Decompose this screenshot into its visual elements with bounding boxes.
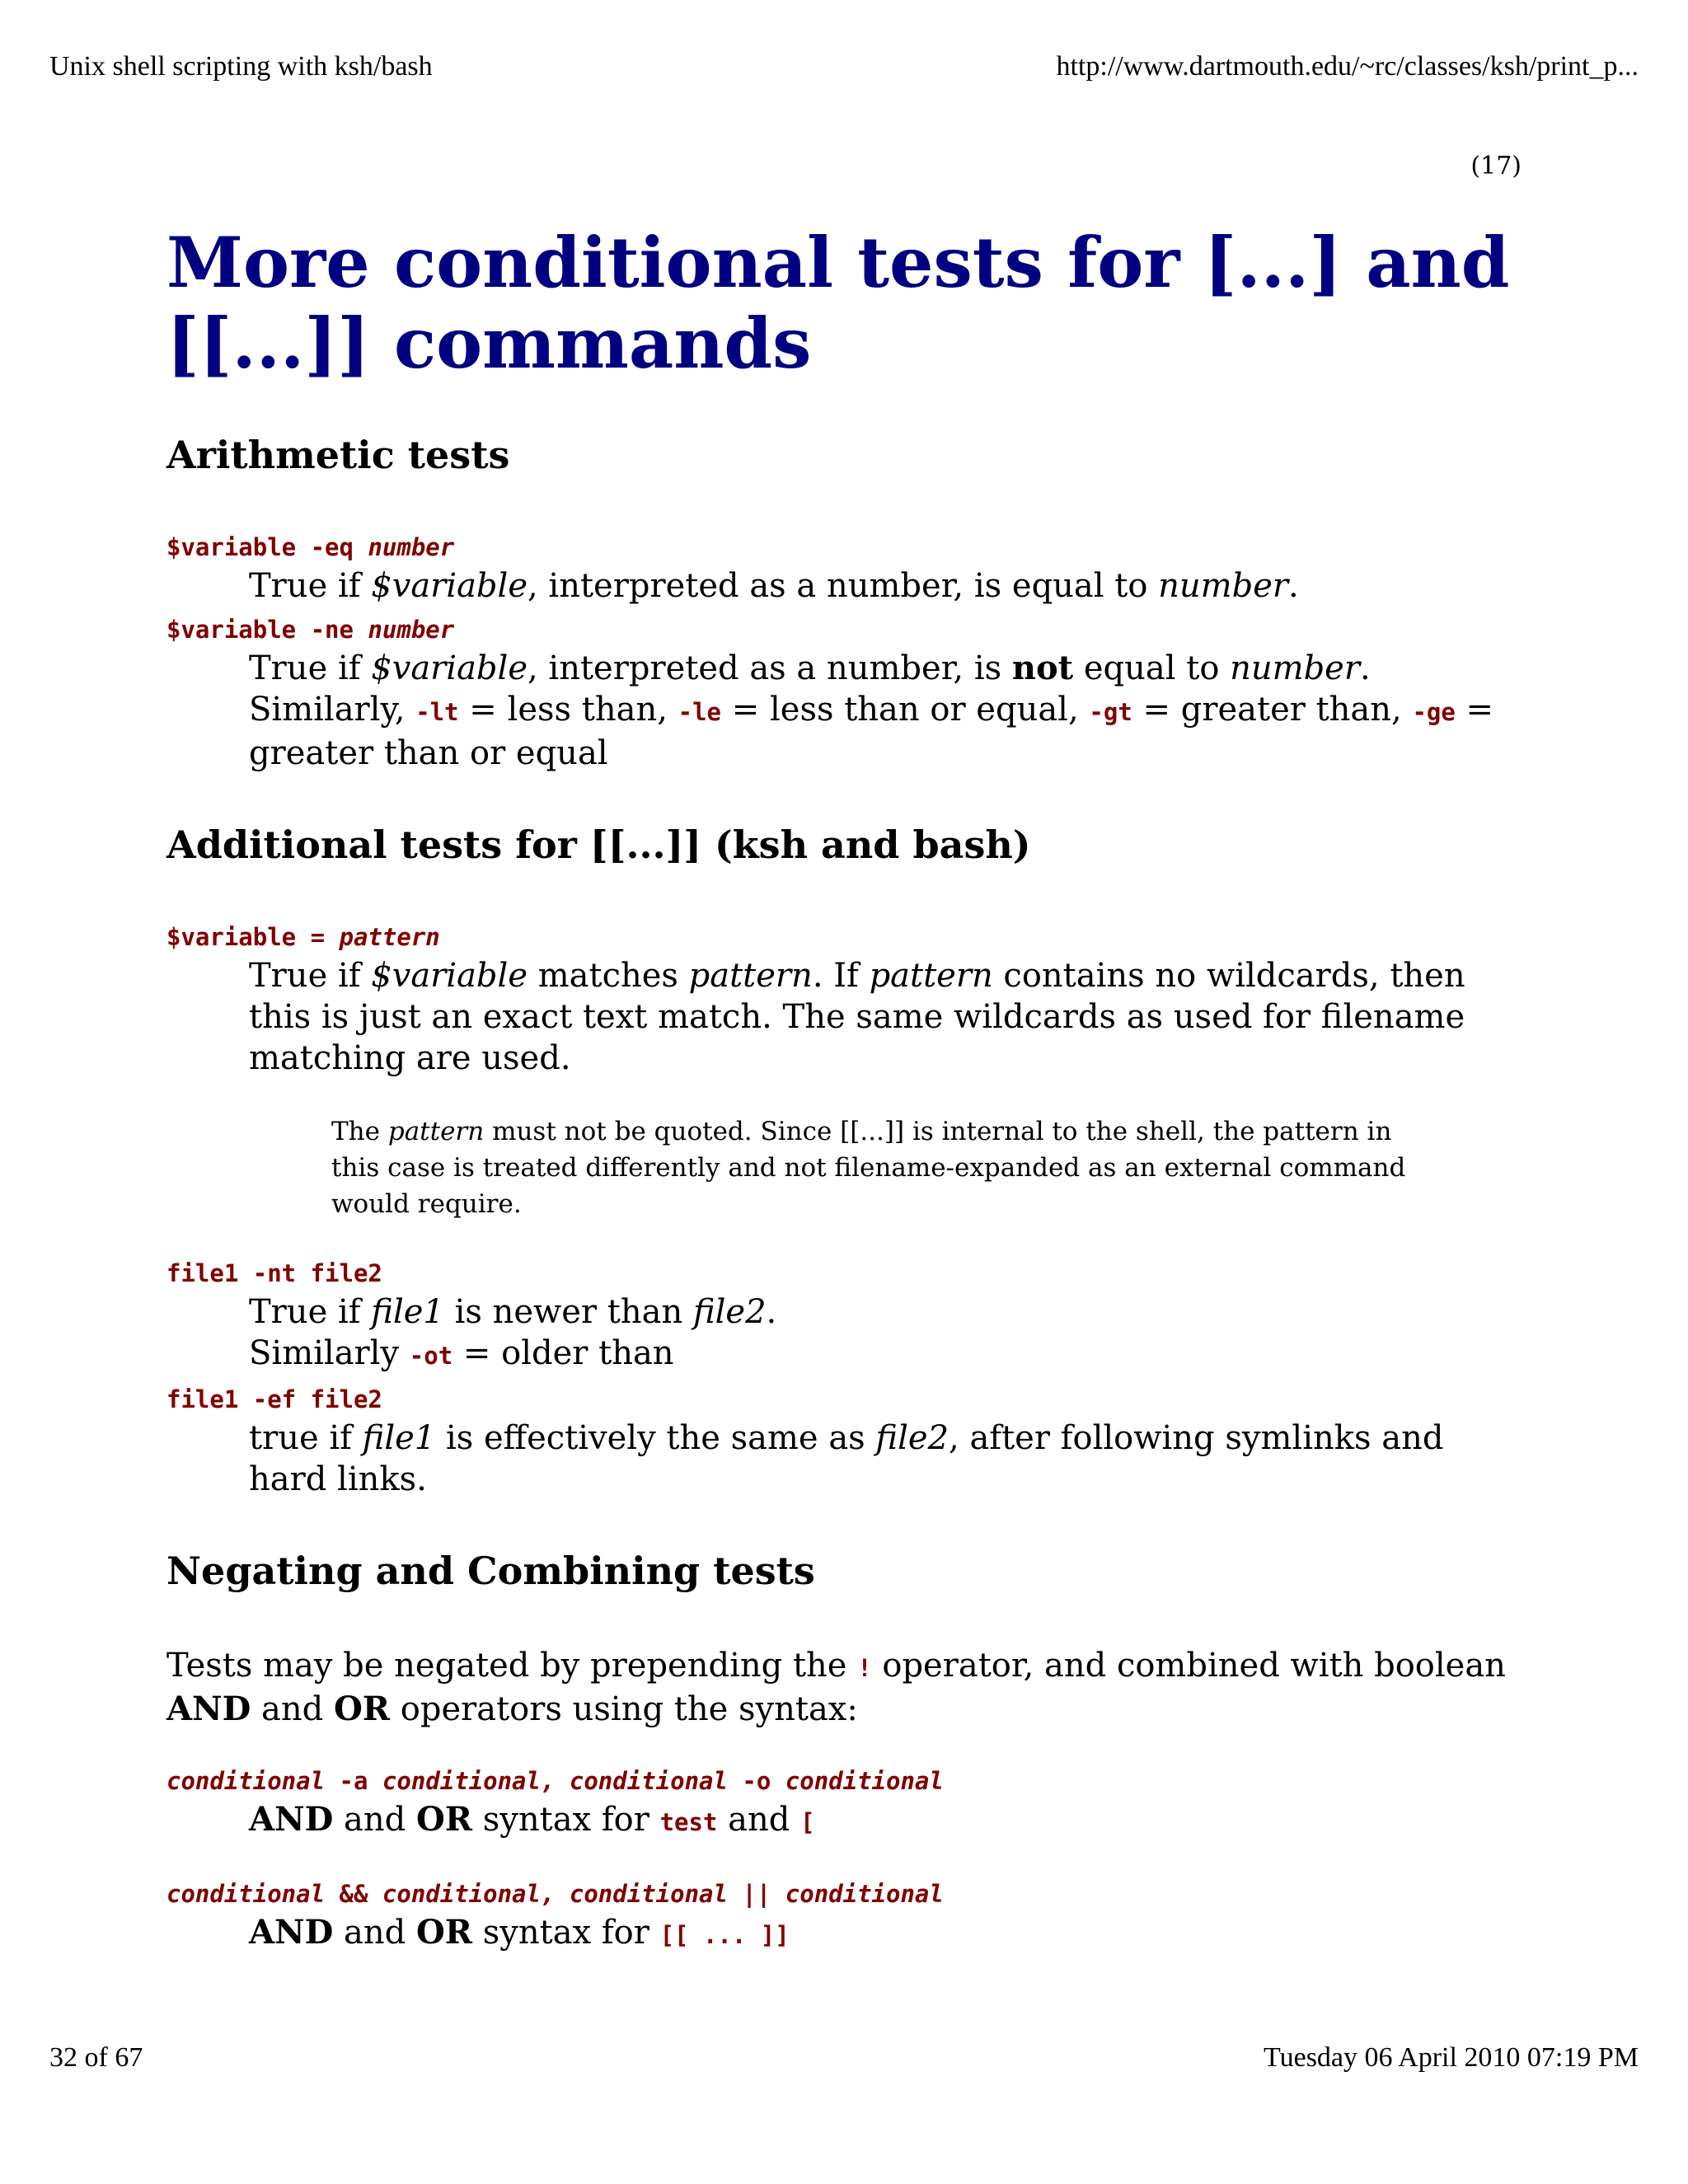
syntax-test-description: AND and OR syntax for test and [ — [249, 1800, 815, 1839]
term-nt: file1 -nt file2 — [166, 1259, 382, 1287]
syntax-double-bracket: conditional && conditional, conditional || conditional — [166, 1880, 944, 1908]
definition-ne: True if $variable, interpreted as a number, is not equal to number. Similarly, -lt = less than, -le = less than or equal, -gt = greater than, -ge = greater than or equal — [249, 649, 1494, 772]
slide-number: (17) — [1470, 152, 1522, 180]
page-title: More conditional tests for [...] and [[...]] commands — [166, 222, 1510, 384]
definition-eq: True if $variable, interpreted as a number, is equal to number. — [249, 567, 1299, 605]
section-heading-additional: Additional tests for [[...]] (ksh and bash) — [166, 823, 1031, 867]
section-heading-arithmetic: Arithmetic tests — [166, 433, 510, 477]
document-url: http://www.dartmouth.edu/~rc/classes/ksh/print_p... — [1056, 51, 1639, 82]
definition-pattern: True if $variable matches pattern. If pattern contains no wildcards, then this is just an exact text match. The same wildcards as used for filename matching are used. — [249, 957, 1465, 1077]
term-pattern: $variable = pattern — [166, 923, 440, 951]
page-counter: 32 of 67 — [49, 2042, 143, 2073]
document-title: Unix shell scripting with ksh/bash — [49, 51, 433, 82]
definition-nt: True if file1 is newer than file2. Similarly -ot = older than — [249, 1293, 777, 1372]
pattern-note: The pattern must not be quoted. Since [[...]] is internal to the shell, the pattern in this case is treated differently and not filename-expanded as an external command would require. — [331, 1117, 1406, 1219]
section-heading-negating: Negating and Combining tests — [166, 1549, 815, 1593]
term-eq: $variable -eq number — [166, 533, 455, 561]
syntax-double-bracket-description: AND and OR syntax for [[ ... ]] — [249, 1913, 790, 1952]
definition-ef: true if file1 is effectively the same as file2, after following symlinks and hard links. — [249, 1419, 1444, 1498]
negating-paragraph: Tests may be negated by prepending the ! operator, and combined with boolean AND and OR operators using the syntax: — [166, 1647, 1506, 1728]
syntax-test: conditional -a conditional, conditional -o conditional — [166, 1767, 944, 1795]
term-ef: file1 -ef file2 — [166, 1385, 382, 1413]
term-ne: $variable -ne number — [166, 616, 455, 644]
print-date: Tuesday 06 April 2010 07:19 PM — [1264, 2042, 1639, 2073]
page-content — [166, 223, 1518, 1956]
